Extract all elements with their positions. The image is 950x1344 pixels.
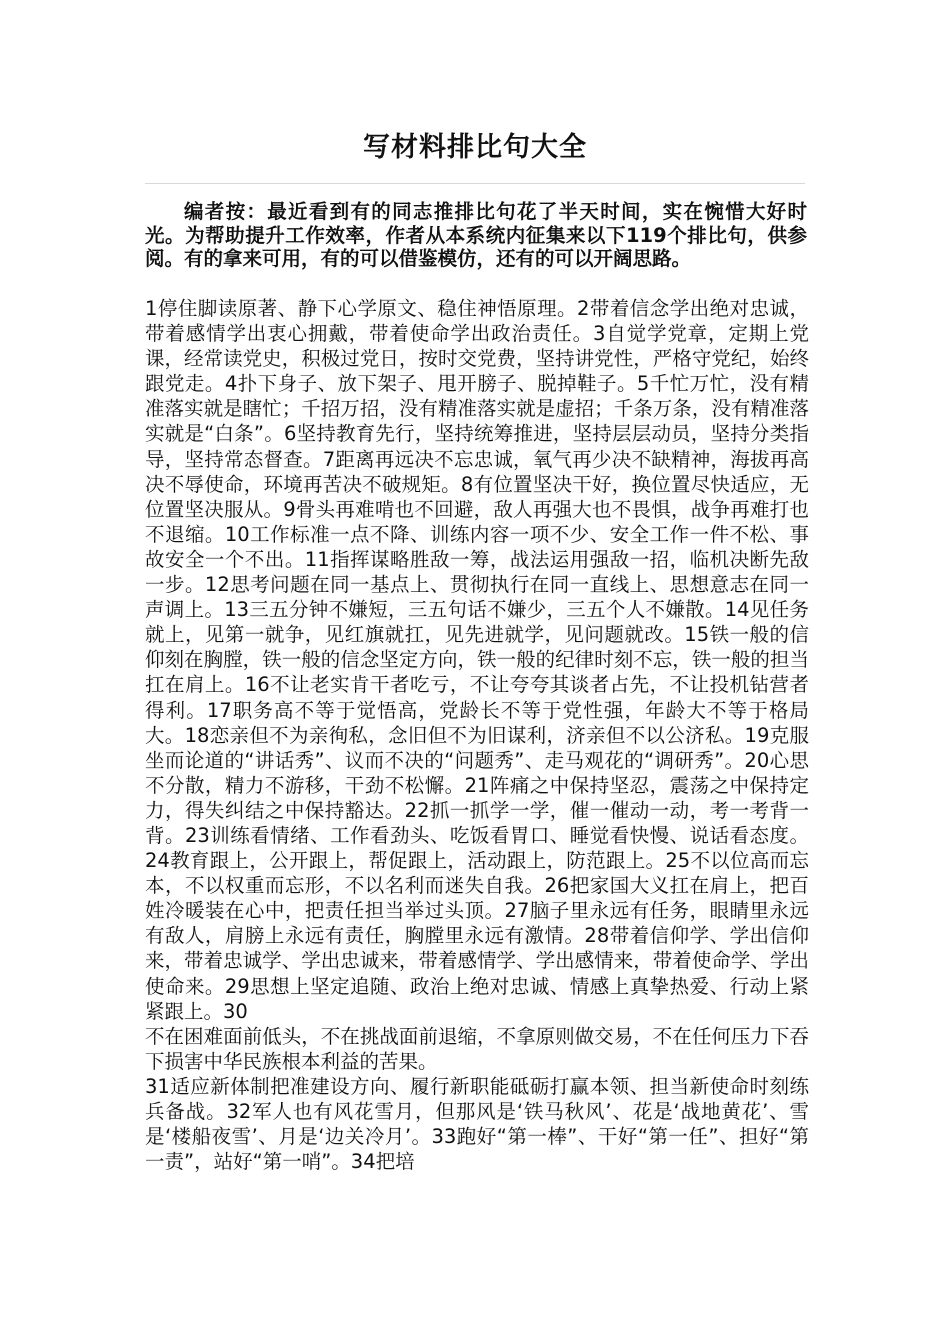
- editor-note: 编者按：最近看到有的同志推排比句花了半天时间，实在惋惜大好时光。为帮助提升工作效率，作者从本系统内征集来以下119个排比句，供参阅。有的拿来可用，有的可以借鉴模仿，还有的可以开阔思路。: [145, 200, 807, 270]
- body-paragraph: 31适应新体制把准建设方向、履行新职能砥砺打赢本领、担当新使命时刻练兵备战。32军人也有风花雪月，但那风是‘铁马秋风’、花是‘战地黄花’、雪是‘楼船夜雪’、月是‘边关冷月’。33跑好“第一棒”、干好“第一任”、担好“第一责”，站好“第一哨”。34把培: [145, 1074, 809, 1174]
- title-divider: [145, 183, 805, 184]
- document-body: [145, 296, 809, 1174]
- body-paragraph: 1停住脚读原著、静下心学原文、稳住神悟原理。2带着信念学出绝对忠诚，带着感情学出衷心拥戴，带着使命学出政治责任。3自觉学党章，定期上党课，经常读党史，积极过党日，按时交党费，坚持讲党性，严格守党纪，始终跟党走。4扑下身子、放下架子、甩开膀子、脱掉鞋子。5千忙万忙，没有精准落实就是瞎忙；千招万招，没有精准落实就是虚招；千条万条，没有精准落实就是“白条”。6坚持教育先行，坚持统筹推进，坚持层层动员，坚持分类指导，坚持常态督查。7距离再远决不忘忠诚，氧气再少决不缺精神，海拔再高决不辱使命，环境再苦决不破规矩。8有位置坚决干好，换位置尽快适应，无位置坚决服从。9骨头再难啃也不回避，敌人再强大也不畏惧，战争再难打也不退缩。10工作标准一点不降、训练内容一项不少、安全工作一件不松、事故安全一个不出。11指挥谋略胜敌一筹，战法运用强敌一招，临机决断先敌一步。12思考问题在同一基点上、贯彻执行在同一直线上、思想意志在同一声调上。13三五分钟不嫌短，三五句话不嫌少，三五个人不嫌散。14见任务就上，见第一就争，见红旗就扛，见先进就学，见问题就改。15铁一般的信仰刻在胸膛，铁一般的信念坚定方向，铁一般的纪律时刻不忘，铁一般的担当扛在肩上。16不让老实肯干者吃亏，不让夸夸其谈者占先，不让投机钻营者得利。17职务高不等于觉悟高，党龄长不等于党性强，年龄大不等于格局大。18恋亲但不为亲徇私，念旧但不为旧谋利，济亲但不以公济私。19克服坐而论道的“讲话秀”、议而不决的“问题秀”、走马观花的“调研秀”。20心思不分散，精力不游移，干劲不松懈。21阵痛之中保持坚忍，震荡之中保持定力，得失纠结之中保持豁达。22抓一抓学一学，催一催动一动，考一考背一背。23训练看情绪、工作看劲头、吃饭看胃口、睡觉看快慢、说话看态度。24教育跟上，公开跟上，帮促跟上，活动跟上，防范跟上。25不以位高而忘本，不以权重而忘形，不以名利而迷失自我。26把家国大义扛在肩上，把百姓冷暖装在心中，把责任担当举过头顶。27脑子里永远有任务，眼睛里永远有敌人，肩膀上永远有责任，胸膛里永远有激情。28带着信仰学、学出信仰来，带着忠诚学、学出忠诚来，带着感情学、学出感情来，带着使命学、学出使命来。29思想上坚定追随、政治上绝对忠诚、情感上真挚热爱、行动上紧紧跟上。30: [145, 297, 809, 1023]
- document-title: 写材料排比句大全: [363, 132, 587, 163]
- body-paragraph: 不在困难面前低头，不在挑战面前退缩，不拿原则做交易，不在任何压力下吞下损害中华民族根本利益的苦果。: [145, 1024, 809, 1073]
